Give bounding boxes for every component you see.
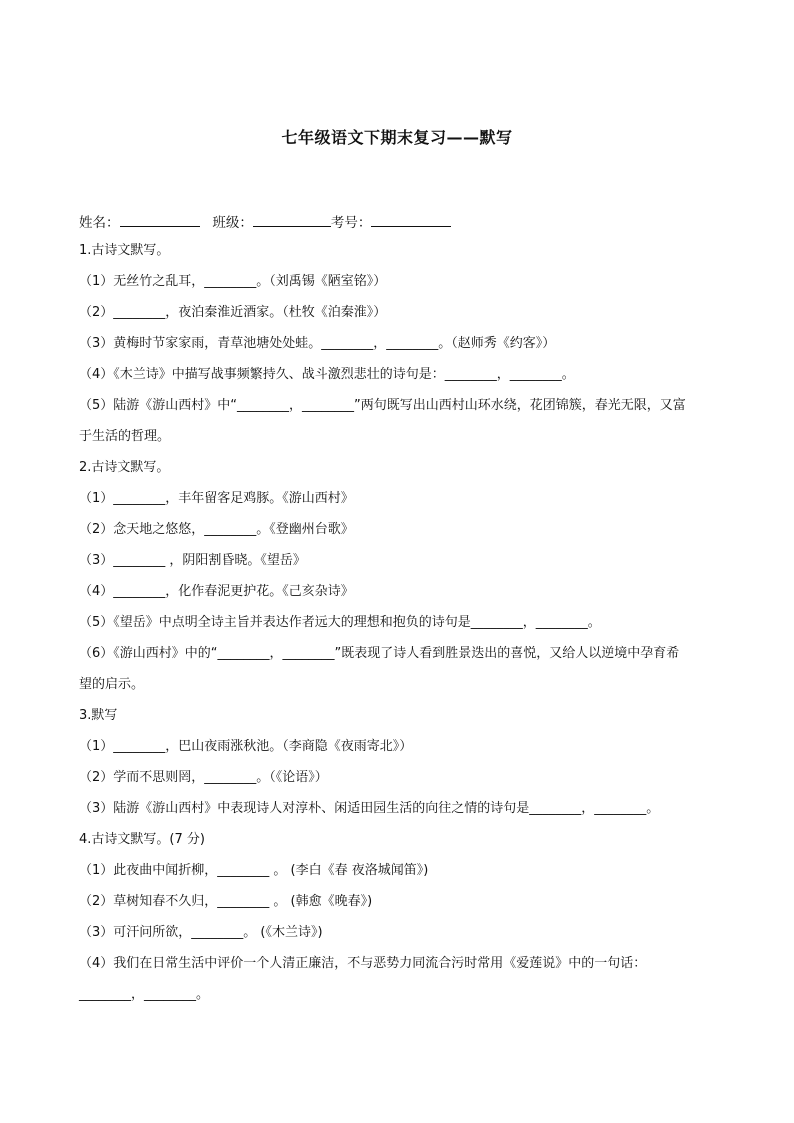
question-line-continued: ________，________。 <box>79 987 210 1002</box>
question-line-continued: 于生活的哲理。 <box>79 429 171 444</box>
question-line: （4）我们在日常生活中评价一个人清正廉洁，不与恶势力同流合污时常用《爱莲说》中的一句话： <box>79 956 647 971</box>
question-line: （5）《望岳》中点明全诗主旨并表达作者远大的理想和抱负的诗句是________，________。 <box>79 615 601 630</box>
question-line: （1）________，丰年留客足鸡豚。《游山西村》 <box>79 491 354 506</box>
section-heading-1: 1.古诗文默写。 <box>79 243 170 258</box>
exam-number-label: 考号： <box>330 215 372 231</box>
question-line-continued: 望的启示。 <box>79 677 145 692</box>
question-line: （1）________，巴山夜雨涨秋池。（李商隐《夜雨寄北》） <box>79 739 413 754</box>
question-line: （2）念天地之悠悠，________。《登幽州台歌》 <box>79 522 354 537</box>
question-line: （3）可汗问所欲，________。 (《木兰诗》) <box>79 925 323 940</box>
question-list <box>79 242 719 1017</box>
question-line: （6）《游山西村》中的“________，________”既表现了诗人看到胜景迭出的喜悦，又给人以逆境中孕育希 <box>79 646 680 661</box>
page-title: 七年级语文下期末复习——默写 <box>281 128 513 147</box>
name-label: 姓名： <box>79 215 120 231</box>
section-heading-3: 3.默写 <box>79 708 118 723</box>
question-line: （4）《木兰诗》中描写战事频繁持久、战斗激烈悲壮的诗句是：________，________。 <box>79 367 575 382</box>
name-blank[interactable] <box>120 212 200 227</box>
question-line: （1）此夜曲中闻折柳，________ 。 (李白《春 夜洛城闻笛》) <box>79 863 429 878</box>
section-heading-4: 4.古诗文默写。(7 分) <box>79 832 205 847</box>
section-heading-2: 2.古诗文默写。 <box>79 460 170 475</box>
question-line: （4）________，化作春泥更护花。《己亥杂诗》 <box>79 584 354 599</box>
class-label: 班级： <box>212 215 253 231</box>
student-info-row <box>79 211 451 231</box>
question-line: （3）________ ，阴阳割昏晓。《望岳》 <box>79 553 306 568</box>
question-line: （5）陆游《游山西村》中“________，________”两句既写出山西村山环水绕，花团锦簇，春光无限，又富 <box>79 398 686 413</box>
class-blank[interactable] <box>253 212 331 227</box>
exam-number-blank[interactable] <box>371 212 451 227</box>
question-line: （2）学而不思则罔，________。（《论语》） <box>79 770 328 785</box>
question-line: （3）陆游《游山西村》中表现诗人对淳朴、闲适田园生活的向往之情的诗句是________，________。 <box>79 801 660 816</box>
question-line: （2）草树知春不久归，________ 。 (韩愈《晚春》) <box>79 894 373 909</box>
question-line: （2）________，夜泊秦淮近酒家。（杜牧《泊秦淮》） <box>79 305 387 320</box>
question-line: （3）黄梅时节家家雨，青草池塘处处蛙。________，________。（赵师秀《约客》） <box>79 336 556 351</box>
question-line: （1）无丝竹之乱耳，________。（刘禹锡《陋室铭》） <box>79 274 387 289</box>
